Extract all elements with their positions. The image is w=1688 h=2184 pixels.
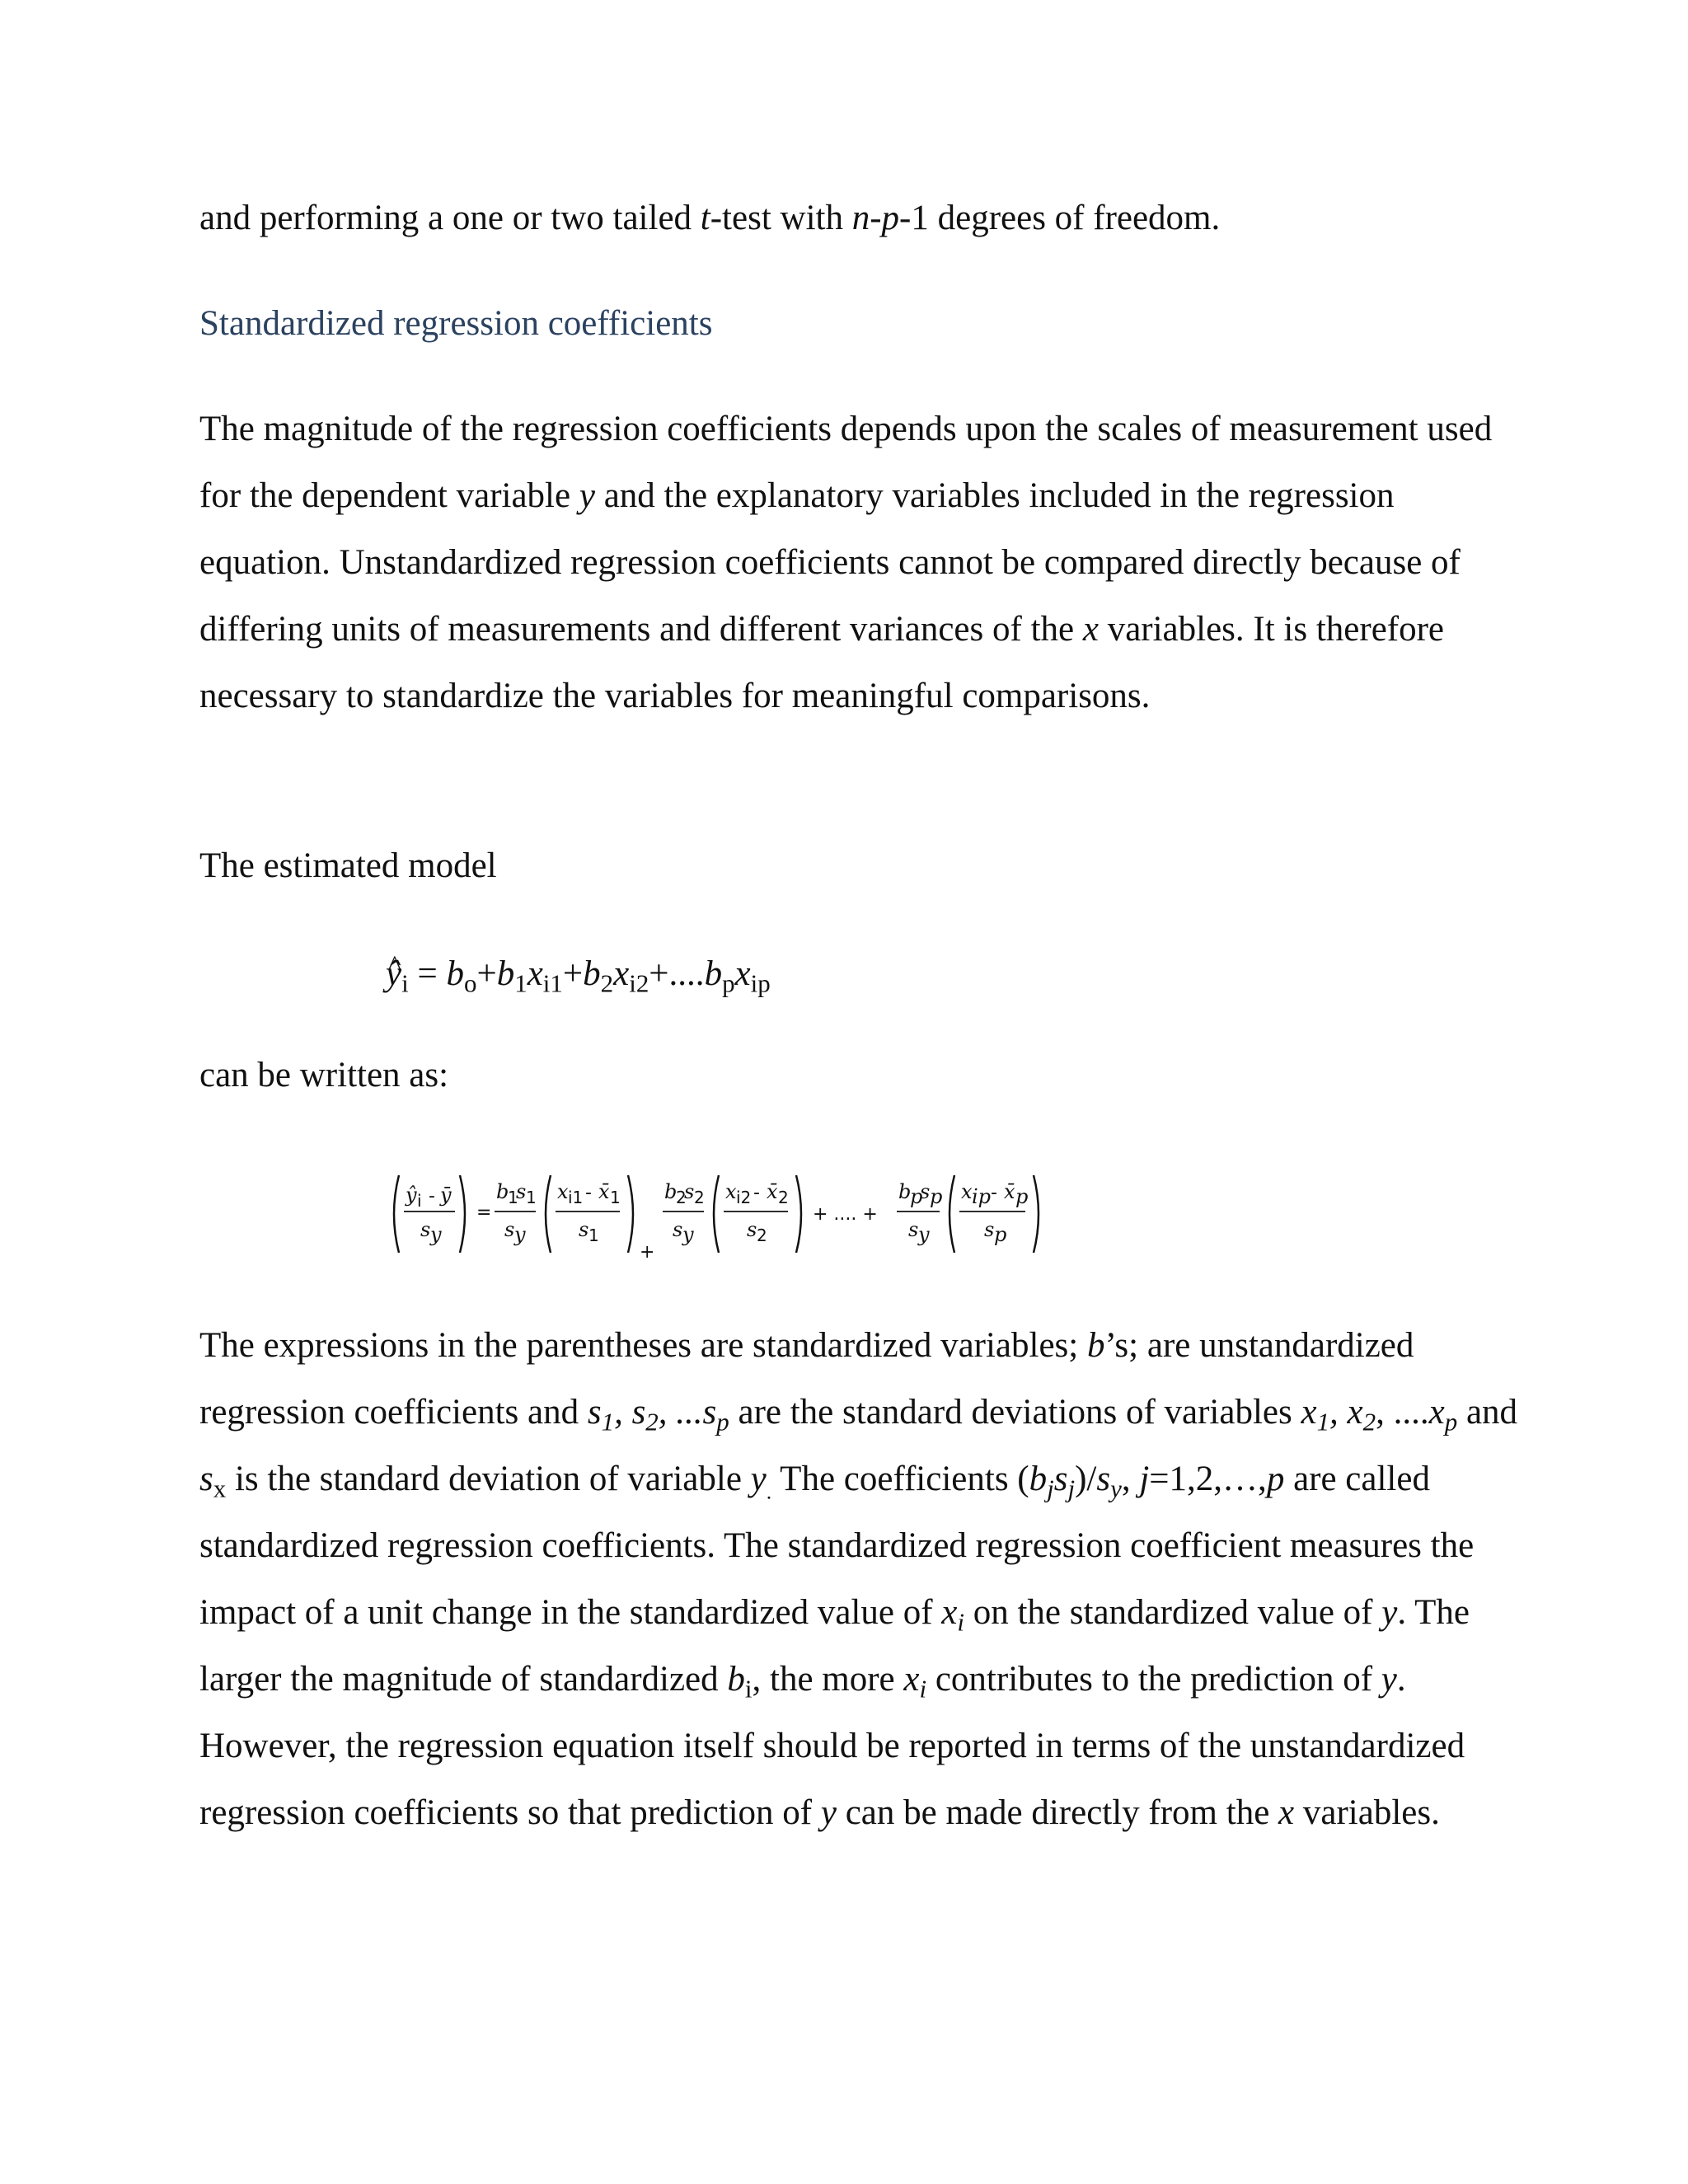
sub: j: [1067, 1474, 1076, 1503]
formula-xbar: x̄: [767, 1180, 778, 1203]
text: ,: [1329, 1393, 1348, 1432]
formula-sub-1: 1: [588, 1226, 599, 1245]
var-s: s: [199, 1460, 213, 1498]
var-p: p: [1266, 1460, 1285, 1498]
text: and: [1457, 1393, 1518, 1432]
paragraph-written-as: can be written as:: [199, 1056, 449, 1094]
equals: =: [408, 954, 447, 993]
formula-b: b: [898, 1180, 912, 1203]
formula-xbar: x̄: [598, 1180, 610, 1203]
text: , ....: [1376, 1393, 1429, 1432]
var-y: y: [1381, 1660, 1397, 1699]
var-x: x: [903, 1660, 920, 1699]
paren-left: [714, 1175, 719, 1253]
var-b: b: [727, 1660, 745, 1699]
formula-sub-y: y: [430, 1223, 442, 1246]
formula-svg: [387, 1160, 1212, 1268]
paren-left: [394, 1175, 399, 1253]
formula-s: s: [673, 1218, 683, 1241]
formula-s: s: [516, 1180, 527, 1203]
sub: p: [722, 968, 735, 998]
formula-sub-i1: i1: [568, 1188, 584, 1207]
x: x: [734, 954, 751, 993]
formula-sub-i2: i2: [736, 1188, 752, 1207]
sub: 2: [600, 968, 614, 998]
formula-sub-p: p: [910, 1185, 923, 1208]
standardized-formula: [387, 1160, 1212, 1268]
text: and the explanatory variables included in the regression equation. Unstandardized regression coefficients cannot be compared directly because of differing units of measurements and different variances of the: [199, 476, 1461, 649]
text: contributes to the prediction of: [926, 1660, 1381, 1699]
sub: j: [1047, 1474, 1054, 1503]
dots: +....: [649, 954, 705, 993]
formula-x: x: [725, 1180, 737, 1203]
var-n: n: [851, 199, 870, 237]
formula-yhat: ŷ: [406, 1183, 417, 1207]
var-y: y: [750, 1460, 767, 1498]
text: The coefficients (: [771, 1460, 1029, 1498]
formula-sub-1: 1: [610, 1188, 621, 1207]
var-x: x: [1278, 1793, 1295, 1832]
text: is the standard deviation of variable: [226, 1460, 751, 1498]
text: on the standardized value of: [964, 1593, 1382, 1632]
var-t: t: [700, 199, 710, 237]
b: b: [583, 954, 601, 993]
text: can be made directly from the: [836, 1793, 1279, 1832]
text: variables. It is therefore necessary to standardize the variables for meaningful comparisons.: [199, 610, 1445, 715]
var-s: s: [1096, 1460, 1111, 1498]
b: b: [446, 954, 464, 993]
formula-s: s: [420, 1218, 431, 1241]
formula-s: s: [920, 1180, 931, 1203]
text: ,: [1121, 1460, 1140, 1498]
paragraph-standardized: The expressions in the parentheses are standardized variables; b’s; are unstandardized regression coefficients and $s_1$, $s_2$, $...s_p$ are the standard deviations of variables $x_1$, $x_2$, $....x_p$ and $s_x$ is the standard deviation of variable $y_.$ The coefficients $(b_js_j)/s_y$, j=1,2,…,p are called standardized regression coefficients. The standardized regression coefficient measures the impact of a unit change in the standardized value of $x_i$ on the standardized value of y. The larger the magnitude of standardized $b_i$, the more $x_i$ contributes to the prediction of y. However, the regression equation itself should be reported in terms of the unstandardized regression coefficients so that prediction of y can be made directly from the x variables.: [199, 1326, 1518, 1832]
var-s: s: [631, 1393, 646, 1432]
formula-plus: +: [640, 1242, 655, 1263]
text: -test with: [710, 199, 852, 237]
b: b: [496, 954, 515, 993]
formula-s: s: [984, 1218, 995, 1241]
text: ’s; are unstandardized regression coefficients and: [199, 1326, 1414, 1432]
text: =1,2,…,: [1149, 1460, 1267, 1498]
paren-right: [628, 1175, 633, 1253]
text: . However, the regression equation itself should be reported in terms of the unstandardized regression coefficients so that prediction of: [199, 1660, 1465, 1832]
var-j: j: [1139, 1460, 1150, 1498]
sub: i2: [629, 968, 649, 998]
sub: i: [744, 1674, 753, 1704]
sub: 1: [514, 968, 528, 998]
text: , the more: [752, 1660, 904, 1699]
sub: y: [1110, 1474, 1122, 1503]
sub: 1: [1316, 1407, 1330, 1436]
formula-sub-y: y: [682, 1223, 694, 1246]
formula-s: s: [504, 1218, 515, 1241]
var-y: y: [820, 1793, 837, 1832]
sub: p: [716, 1407, 729, 1436]
var-y: y: [1381, 1593, 1398, 1632]
text: ,: [614, 1393, 632, 1432]
plus: +: [562, 954, 584, 993]
formula-ybar: ȳ: [440, 1183, 452, 1207]
formula-xbar: x̄: [1004, 1180, 1015, 1203]
formula-dots: + .... +: [813, 1204, 878, 1225]
sub: i: [401, 968, 409, 998]
formula-sub-p: p: [1015, 1185, 1029, 1208]
x: x: [527, 954, 543, 993]
text: The expressions in the parentheses are standardized variables;: [199, 1326, 1087, 1365]
formula-b: b: [664, 1180, 678, 1203]
paragraph-ttest: [199, 185, 1518, 251]
paren-right: [460, 1175, 465, 1253]
text: are the standard deviations of variables: [729, 1393, 1301, 1432]
section-heading: Standardized regression coefficients: [199, 304, 713, 343]
var-x: x: [1301, 1393, 1317, 1432]
plus: +: [476, 954, 497, 993]
formula-sub-p: p: [994, 1223, 1007, 1246]
paren-right: [796, 1175, 801, 1253]
paren-left: [950, 1175, 954, 1253]
sub: 2: [645, 1407, 659, 1436]
formula-minus: -: [753, 1183, 760, 1203]
formula-s: s: [579, 1218, 589, 1241]
sub: i: [919, 1674, 927, 1704]
var-x: x: [1347, 1393, 1363, 1432]
sub: 1: [601, 1407, 615, 1436]
sub: ip: [750, 968, 771, 998]
var-b: b: [1086, 1326, 1105, 1365]
text: -1 degrees of freedom.: [899, 199, 1221, 237]
formula-sub-y: y: [514, 1223, 526, 1246]
y-hat: ŷ ^: [386, 949, 401, 999]
b: b: [704, 954, 723, 993]
formula-s: s: [747, 1218, 757, 1241]
var-p: p: [881, 199, 900, 237]
paren-right: [1034, 1175, 1039, 1253]
formula-sub-p: p: [930, 1185, 943, 1208]
formula-sub-i: i: [417, 1191, 422, 1211]
x: x: [613, 954, 630, 993]
var-x: x: [1082, 610, 1099, 649]
formula-sub-2: 2: [757, 1226, 767, 1245]
var-s: s: [1053, 1460, 1068, 1498]
var-x: x: [941, 1593, 958, 1632]
sub: o: [463, 968, 477, 998]
text: variables.: [1294, 1793, 1440, 1832]
formula-minus: -: [991, 1183, 997, 1203]
formula-sub-1: 1: [526, 1188, 537, 1207]
text: , ...: [658, 1393, 703, 1432]
paragraph-magnitude: [199, 396, 1518, 729]
sub: i1: [542, 968, 563, 998]
formula-minus: -: [585, 1183, 592, 1203]
formula-sub-y: y: [918, 1223, 930, 1246]
formula-x: x: [557, 1180, 569, 1203]
formula-b: b: [496, 1180, 509, 1203]
formula-sub-2: 2: [694, 1188, 705, 1207]
formula-sub-2: 2: [778, 1188, 789, 1207]
text: The magnitude of the regression coefficients depends upon the scales of measurement used for the dependent variable: [199, 410, 1493, 515]
formula-sub-1: 1: [508, 1188, 518, 1207]
formula-x: x: [961, 1180, 973, 1203]
sub: x: [213, 1474, 227, 1503]
sub: 2: [1362, 1407, 1376, 1436]
text: are called standardized regression coefficients. The standardized regression coefficient measures the impact of a unit change in the standardized value of: [199, 1460, 1475, 1632]
formula-s: s: [908, 1218, 919, 1241]
formula-sub-ip: ip: [972, 1185, 992, 1208]
paragraph-estimated-model: The estimated model: [199, 846, 497, 885]
var-b: b: [1029, 1460, 1048, 1498]
paren-left: [546, 1175, 551, 1253]
var-x: x: [1428, 1393, 1445, 1432]
formula-sub-2: 2: [676, 1188, 687, 1207]
sub: i: [957, 1607, 964, 1637]
var-y: y: [579, 476, 595, 515]
sub: p: [1444, 1407, 1458, 1436]
text: and performing a one or two tailed: [199, 199, 701, 237]
text: -: [870, 199, 882, 237]
model-equation: [386, 949, 771, 999]
formula-minus: -: [429, 1186, 435, 1207]
formula-s: s: [684, 1180, 695, 1203]
text: . The larger the magnitude of standardized: [199, 1593, 1470, 1699]
var-s: s: [702, 1393, 717, 1432]
text: )/: [1075, 1460, 1097, 1498]
var-s: s: [587, 1393, 602, 1432]
formula-equals: =: [476, 1202, 492, 1223]
